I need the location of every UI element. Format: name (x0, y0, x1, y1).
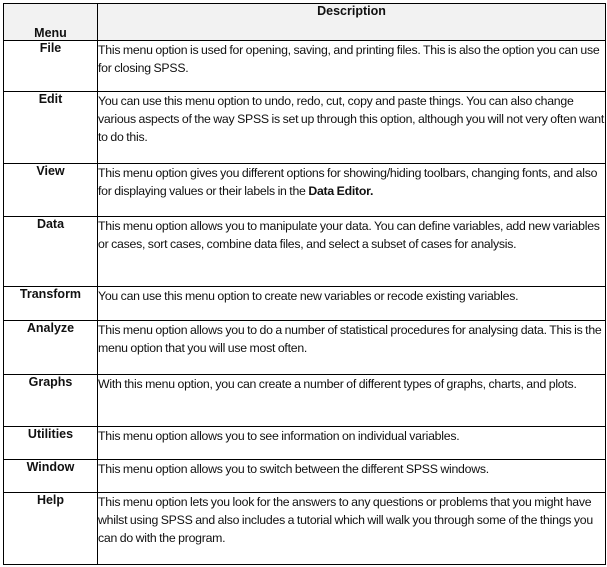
menu-name-cell: Transform (4, 287, 98, 321)
menu-name-cell: Analyze (4, 321, 98, 375)
description-cell (98, 41, 606, 92)
description-text: This menu option allows you to switch between the different SPSS windows. (98, 462, 489, 476)
description-text: This menu option is used for opening, saving, and printing files. This is also the option you can use for closing SPSS. (98, 43, 600, 75)
description-cell (98, 217, 606, 287)
menu-name-cell: Help (4, 493, 98, 565)
description-cell (98, 375, 606, 427)
table-row-file (4, 41, 606, 92)
description-column-header: Description (98, 4, 606, 41)
menu-name-cell: Window (4, 460, 98, 493)
header-row (4, 4, 606, 41)
table-row-utilities (4, 427, 606, 460)
description-cell (98, 164, 606, 217)
table-row-window (4, 460, 606, 493)
table-row-edit (4, 92, 606, 164)
menu-name-cell: View (4, 164, 98, 217)
description-cell (98, 287, 606, 321)
description-text: This menu option allows you to see information on individual variables. (98, 429, 460, 443)
description-cell (98, 493, 606, 565)
spss-menu-table (3, 3, 606, 565)
description-text: You can use this menu option to undo, redo, cut, copy and paste things. You can also change various aspects of the way SPSS is set up through this option, although you will not very often want to do this. (98, 94, 605, 144)
description-cell (98, 427, 606, 460)
description-text: You can use this menu option to create new variables or recode existing variables. (98, 289, 519, 303)
data-editor-emphasis: Data Editor. (308, 184, 374, 198)
description-text: This menu option allows you to manipulate your data. You can define variables, add new variables or cases, sort cases, combine data files, and select a subset of cases for analysis. (98, 219, 600, 251)
menu-name-cell: Utilities (4, 427, 98, 460)
description-cell (98, 321, 606, 375)
description-text: This menu option lets you look for the answers to any questions or problems that you might have whilst using SPSS and also includes a tutorial which will walk you through some of the things you can do with the program. (98, 495, 593, 545)
description-text: With this menu option, you can create a number of different types of graphs, charts, and plots. (98, 377, 577, 391)
menu-name-cell: Graphs (4, 375, 98, 427)
table-row-transform (4, 287, 606, 321)
description-cell (98, 92, 606, 164)
description-text: This menu option gives you different options for showing/hiding toolbars, changing fonts, and also for displaying values or their labels in the (98, 166, 598, 198)
table-row-view (4, 164, 606, 217)
table-row-data (4, 217, 606, 287)
menu-name-cell: Data (4, 217, 98, 287)
table-row-analyze (4, 321, 606, 375)
table-row-help (4, 493, 606, 565)
menu-name-cell: Edit (4, 92, 98, 164)
menu-column-header: Menu (4, 4, 98, 41)
table-row-graphs (4, 375, 606, 427)
description-cell (98, 460, 606, 493)
menu-name-cell: File (4, 41, 98, 92)
description-text: This menu option allows you to do a number of statistical procedures for analysing data. This is the menu option that you will use most often. (98, 323, 602, 355)
